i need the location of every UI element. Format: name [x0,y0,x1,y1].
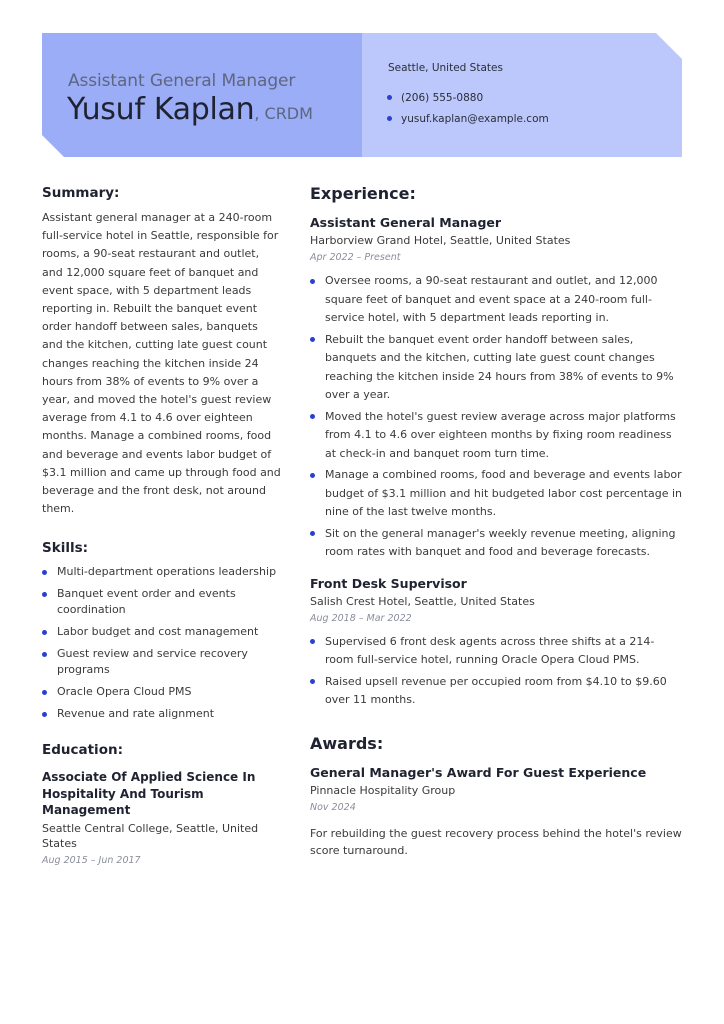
job-bullets [310,272,682,562]
summary-text: Assistant general manager at a 240-room full-service hotel in Seattle, responsible for rooms, a 90-seat restaurant and outlet, and 12,000 square feet of banquet and event space, with 5 department leads reporting in. Rebuilt the banquet event order handoff between sales, banquets and the kitchen, cutting late guest count changes reaching the kitchen inside 24 hours from 38% of events to 9% over a year, and moved the hotel's guest review average from 4.1 to 4.6 over eighteen months. Manage a combined rooms, food and beverage and events labor budget of $3.1 million and came up through food and beverage and the front desk, not around them. [42,211,281,516]
award-date: Nov 2024 [310,801,356,813]
skill-item [42,586,282,618]
skill-text: Revenue and rate alignment [57,707,215,721]
job-bullet-text: Sit on the general manager's weekly revenue meeting, aligning room rates with banquet and food and beverage forecasts. [325,526,676,558]
job-bullet-text: Supervised 6 front desk agents across three shifts at a 214-room full-service hotel, running Oracle Opera Cloud PMS. [325,634,655,666]
job-dates: Apr 2022 – Present [310,252,401,263]
bullet-dot-icon [310,531,315,536]
contact-email [387,108,549,129]
education-school: Seattle Central College, Seattle, United States [42,821,259,850]
award-description: For rebuilding the guest recovery process behind the hotel's review score turnaround. [310,826,682,857]
job-dates: Aug 2018 – Mar 2022 [310,612,412,624]
skill-item [42,564,282,580]
job-title: Front Desk Supervisor [310,575,467,591]
job-bullet [310,673,682,710]
bullet-dot-icon [42,652,47,657]
skills-list [42,564,282,722]
education-degree: Associate Of Applied Science In Hospitality And Tourism Management [42,770,256,818]
contact-email-text: yusuf.kaplan@example.com [401,112,549,125]
education-heading: Education: [42,742,123,759]
job-bullet [310,525,682,562]
job-bullet [310,466,682,522]
job-bullets [310,633,682,710]
skill-text: Multi-department operations leadership [57,565,277,579]
bullet-dot-icon [42,630,47,635]
contact-location: Seattle, United States [388,62,503,74]
skill-item [42,624,282,640]
summary-heading: Summary: [42,185,120,201]
bullet-dot-icon [310,473,315,478]
job-organization: Salish Crest Hotel, Seattle, United States [310,594,535,608]
bullet-dot-icon [42,592,47,597]
skills-heading: Skills: [42,540,89,557]
bullet-dot-icon [387,95,392,100]
bullet-dot-icon [310,279,315,284]
skill-item [42,706,282,722]
job-bullet [310,331,682,405]
job-bullet-text: Manage a combined rooms, food and beverage and events labor budget of $3.1 million and hit budgeted labor cost percentage in nine of the last twelve months. [325,468,682,518]
experience-heading: Experience: [310,184,416,203]
header-job-title: Assistant General Manager [68,71,296,91]
contact-phone [387,87,549,108]
skill-item [42,684,282,700]
job-bullet-text: Moved the hotel's guest review average across major platforms from 4.1 to 4.6 over eighteen months by fixing room readiness at check-in and banquet room turn time. [325,409,676,460]
awards-heading: Awards: [310,733,384,753]
bullet-dot-icon [310,337,315,342]
skill-text: Banquet event order and events coordination [57,587,236,617]
job-bullet-text: Rebuilt the banquet event order handoff between sales, banquets and the kitchen, cutting late guest count changes reaching the kitchen inside 24 hours from 38% of events to 9% over a year. [325,332,674,401]
skill-text: Guest review and service recovery programs [57,647,248,677]
job-title: Assistant General Manager [310,215,502,230]
job-organization: Harborview Grand Hotel, Seattle, United States [310,234,571,247]
bullet-dot-icon [42,690,47,695]
contact-phone-text: (206) 555-0880 [401,91,484,104]
bullet-dot-icon [387,116,392,121]
job-bullet [310,633,682,670]
bullet-dot-icon [310,639,315,644]
candidate-credential: , CRDM [254,104,313,123]
right-column [310,184,682,859]
contact-list [387,87,549,129]
bullet-dot-icon [310,679,315,684]
award-organization: Pinnacle Hospitality Group [310,783,456,797]
bullet-dot-icon [42,712,47,717]
job-bullet [310,408,682,464]
job-bullet-text: Oversee rooms, a 90-seat restaurant and outlet, and 12,000 square feet of banquet and event space at a 240-room full-service hotel, with 5 department leads reporting in. [325,274,658,324]
award-title: General Manager's Award For Guest Experience [310,764,647,780]
job-bullet-text: Raised upsell revenue per occupied room from $4.10 to $9.60 over 11 months. [325,674,667,706]
education-dates: Aug 2015 – Jun 2017 [42,854,141,866]
left-column [42,185,282,866]
bullet-dot-icon [42,570,47,575]
job-bullet [310,272,682,328]
header-name-line [67,92,313,127]
skill-text: Oracle Opera Cloud PMS [57,685,192,699]
candidate-name: Yusuf Kaplan [67,92,255,127]
skill-item [42,646,282,678]
bullet-dot-icon [310,414,315,419]
skill-text: Labor budget and cost management [57,625,259,639]
